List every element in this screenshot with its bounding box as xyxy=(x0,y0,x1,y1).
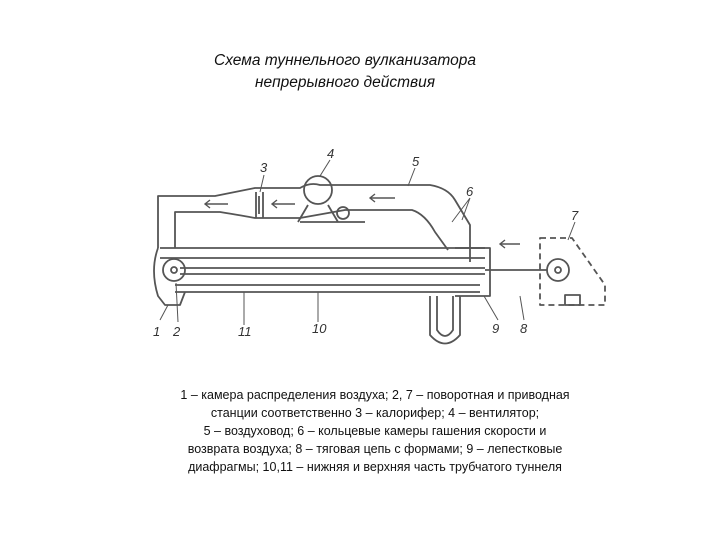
right-chamber xyxy=(455,248,490,296)
callout-10: 10 xyxy=(312,321,327,336)
drive-station-wheel xyxy=(547,259,569,281)
callout-11: 11 xyxy=(238,324,252,339)
fan-circle xyxy=(304,176,332,204)
fan-motor xyxy=(337,207,349,219)
air-duct-inner xyxy=(175,210,448,250)
callout-7: 7 xyxy=(571,208,579,223)
legend-line-3: 5 – воздуховод; 6 – кольцевые камеры гашения скорости и xyxy=(203,424,547,438)
air-duct-outline xyxy=(158,184,470,262)
tunnel-upper-tube xyxy=(160,248,485,258)
callout-6: 6 xyxy=(466,184,474,199)
legend-line-2: станции соответственно 3 – калорифер; 4 – вентилятор; xyxy=(210,406,540,420)
legend-line-4: возврата воздуха; 8 – тяговая цепь с формами; 9 – лепестковые xyxy=(187,442,563,456)
callout-1: 1 xyxy=(153,324,161,339)
callout-8: 8 xyxy=(520,321,528,336)
diagram-legend xyxy=(140,386,610,476)
callout-4: 4 xyxy=(327,146,335,161)
callout-3: 3 xyxy=(260,160,268,175)
turning-station-wheel xyxy=(163,259,185,281)
heater-block xyxy=(256,192,263,218)
legend-line-5: диафрагмы; 10,11 – нижняя и верхняя часть трубчатого туннеля xyxy=(188,460,562,474)
legend-line-1: 1 – камера распределения воздуха; 2, 7 – поворотная и приводная xyxy=(180,388,570,402)
fan-stand xyxy=(298,205,365,222)
callout-9: 9 xyxy=(492,321,500,336)
title-line-1: Схема туннельного вулканизатора xyxy=(214,52,476,69)
u-pipe xyxy=(430,296,460,344)
left-chamber xyxy=(154,248,185,305)
tunnel-lower-tube xyxy=(175,285,480,292)
callout-5: 5 xyxy=(412,154,420,169)
title-line-2: непрерывного действия xyxy=(254,74,436,91)
callout-2: 2 xyxy=(173,324,181,339)
tunnel-mid-tube xyxy=(180,268,485,274)
